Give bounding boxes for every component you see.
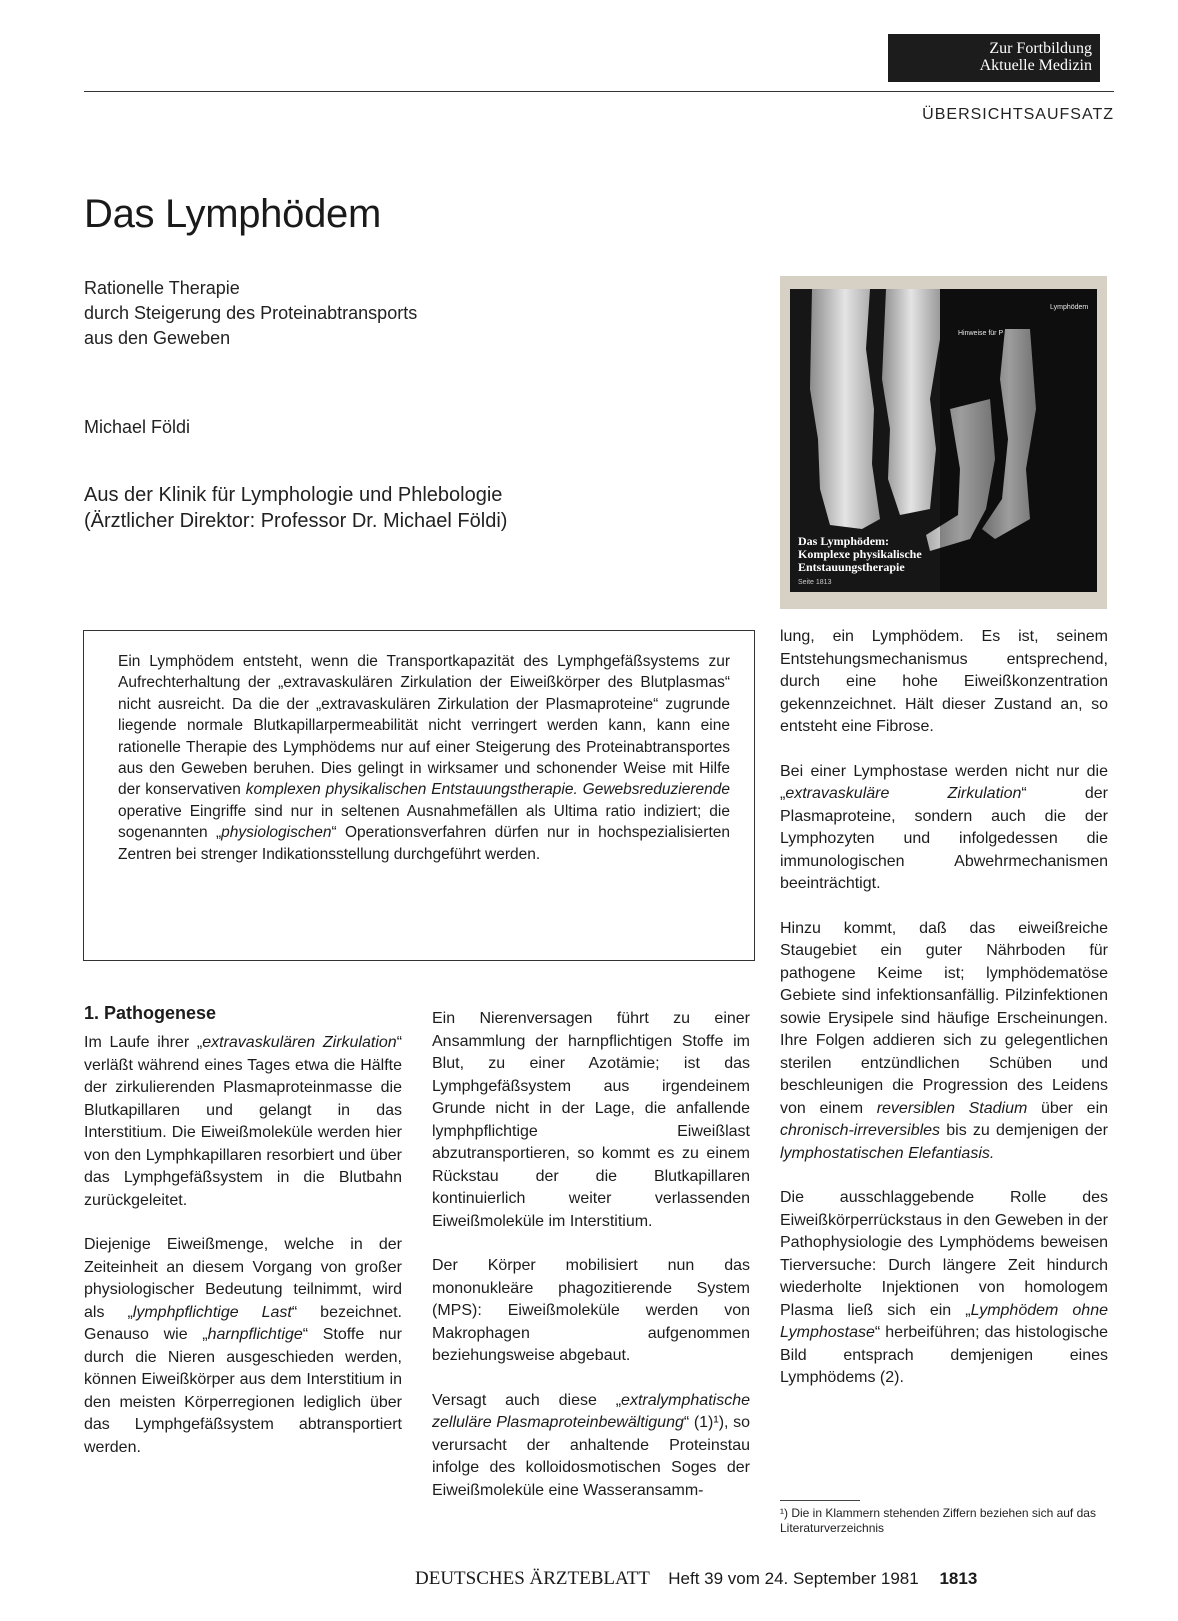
article-subtitle <box>84 276 417 351</box>
footnote: ¹) Die in Klammern stehenden Ziffern beziehen sich auf das Literaturverzeichnis <box>780 1506 1096 1535</box>
cover-caption <box>798 535 922 574</box>
col1-p2-text-b: “ bezeichnet. Genauso wie „ <box>84 1303 402 1343</box>
col3-paragraph-3 <box>780 918 1108 1166</box>
abstract-part-1: Ein Lymphödem entsteht, wenn die Transportkapazität des Lymphgefäßsystems zur Aufrechterhaltung der „extravaskulären Zirkulation der Eiweißkörper des Blutplasmas“ nicht ausreicht. Da die der „extravaskulären Zirkulation der Plasmaproteine“ zugrunde liegende normale Blutkapillarpermeabilität nicht verringert werden kann, kann eine rationelle Therapie des Lymphödems nur auf einer Steigerung des Proteinabtransportes aus den Geweben beruhen. Dies gelingt in wirksamer und schonender Weise mit Hilfe der konservativen <box>118 653 730 799</box>
col1-p2-emphasis-2: harnpflichtige <box>207 1326 303 1343</box>
col3-p3-emphasis-1: reversiblen Stadium <box>876 1099 1028 1117</box>
col3-p3-emphasis-2: chronisch-irreversibles <box>780 1122 941 1139</box>
footnote-divider <box>780 1500 860 1501</box>
rubric-line-2: Aktuelle Medizin <box>979 57 1092 74</box>
col3-p4-text-b: “ herbeiführen; das histologische Bild entsprach demjenigen eines Lymphödems (2). <box>780 1324 1108 1386</box>
cover-side-text-right: Lymphödem <box>1050 304 1089 311</box>
journal-name: DEUTSCHES ÄRZTEBLATT <box>415 1568 650 1589</box>
col3-p2-emphasis: extravaskuläre Zirkulation <box>785 785 1022 802</box>
author-name: Michael Földi <box>84 417 191 437</box>
cover-caption-line-2: Komplexe physikalische <box>798 547 922 561</box>
column-1 <box>84 1003 403 1481</box>
col1-p1-text-a: Im Laufe ihrer „ <box>84 1034 203 1051</box>
col3-p4-text-a: Die ausschlaggebende Rolle des Eiweißkörperrückstaus in den Geweben in der Pathophysiologie des Lymphödems beweisen Tierversuche: Durch längere Zeit hindurch wiederholte Injektionen von homologem Plasma ließ sich ein „ <box>780 1189 1108 1319</box>
section-label: ÜBERSICHTSAUFSATZ <box>922 106 1114 123</box>
cover-caption-page: Seite 1813 <box>798 579 832 586</box>
affiliation-line-1: Aus der Klinik für Lymphologie und Phlebologie <box>84 484 503 506</box>
col3-p3-text-b: über ein <box>1027 1099 1109 1117</box>
abstract-box <box>83 630 755 961</box>
col3-p2-text-a: Bei einer Lymphostase werden nicht nur die „ <box>780 762 1108 802</box>
col2-p3-emphasis: extralymphatische zelluläre Plasmaproteinbewältigung <box>432 1391 750 1431</box>
header-divider <box>84 91 1114 92</box>
col3-p3-text-c: bis zu demjenigen der <box>940 1122 1108 1139</box>
page-footer <box>415 1568 977 1590</box>
col1-p2-text-c: “ Stoffe nur durch die Nieren ausgeschieden werden, können Eiweißkörper aus dem Interstitium in den meisten Körperregionen lediglich über das Lymphgefäßsystem abtransportiert werden. <box>84 1326 402 1456</box>
rubric-line-1: Zur Fortbildung <box>989 40 1092 57</box>
col1-p1-text-b: “ verläßt während eines Tages etwa die Hälfte der zirkulierenden Plasmaproteinmasse die Blutkapillaren und gelangt in das Interstitium. Die Eiweißmoleküle werden hier von den Lymphkapillaren resorbiert und über das Lymphgefäßsystem in die Blutbahn zurückgeleitet. <box>84 1034 403 1209</box>
subtitle-line-3: aus den Geweben <box>84 328 231 348</box>
col3-paragraph-2 <box>780 761 1108 896</box>
rubric-badge <box>888 34 1100 82</box>
col2-paragraph-2: Der Körper mobilisiert nun das mononukleäre phagozitierende System (MPS): Eiweißmoleküle werden von Makrophagen aufgenommen beziehungsweise abgebaut. <box>432 1257 750 1364</box>
col2-paragraph-1: Ein Nierenversagen führt zu einer Ansammlung der harnpflichtigen Stoffe im Blut, zu einer Azotämie; ist das Lymphgefäßsystem aus irgendeinem Grunde nicht in der Lage, die anfallende lymphpflichtige Eiweißlast abzutransportieren, so kommt es zu einem Rückstau der die Blutkapillaren kontinuierlich weiter verlassenden Eiweißmoleküle im Interstitium. <box>432 1010 750 1230</box>
col3-paragraph-4 <box>780 1187 1108 1390</box>
cover-caption-line-1: Das Lymphödem: <box>798 534 890 548</box>
section-heading-pathogenese: 1. Pathogenese <box>84 1003 217 1023</box>
col3-p3-text-a: Hinzu kommt, daß das eiweißreiche Staugebiet ein guter Nährboden für pathogene Keime ist; lymphödematöse Gebiete sind infektionsanfällig. Pilzinfektionen sowie Erysipele sind häufige Erscheinungen. Ihre Folgen addieren sich zu gelegentlichen sterilen entzündlichen Schüben und beschleunigen die Progression des Leidens von einem <box>780 919 1108 1117</box>
col3-p4-emphasis: Lymphödem ohne Lymphostase <box>780 1301 1109 1341</box>
col1-paragraph-2 <box>84 1234 402 1459</box>
subtitle-line-2: durch Steigerung des Proteinabtransports <box>84 303 418 323</box>
col1-p2-emphasis-1: lymphpflichtige Last <box>132 1303 292 1321</box>
issue-info: Heft 39 vom 24. September 1981 <box>668 1569 919 1588</box>
col1-paragraph-1 <box>84 1032 402 1212</box>
subtitle-line-1: Rationelle Therapie <box>84 278 240 298</box>
abstract-text <box>118 651 730 865</box>
col3-p2-text-b: “ der Plasmaproteine, sondern auch die der Lymphozyten und infolgedessen die immunologischen Abwehrmechanismen beeinträchtigt. <box>780 785 1108 892</box>
cover-side-text-title: Hinweise für P <box>958 330 1004 337</box>
abstract-part-2: operative Eingriffe sind nur in seltenen Ausnahmefällen als Ultima ratio indiziert; die sogenannten „ <box>118 802 730 842</box>
col2-p3-text-b: “ (1)¹), so verursacht der anhaltende Proteinstau infolge des kolloidosmotischen Soges der Eiweißmoleküle eine Wasseransamm- <box>432 1414 750 1499</box>
col1-p1-emphasis: extravaskulären Zirkulation <box>202 1034 397 1051</box>
abstract-emphasis-2: physiologischen <box>221 824 332 842</box>
article-title: Das Lymphödem <box>84 192 381 236</box>
col1-p2-text-a: Diejenige Eiweißmenge, welche in der Zeiteinheit an diesem Vorgang von großer physiologischer Bedeutung teilnimmt, wird als „ <box>84 1236 402 1321</box>
abstract-part-3: “ Operationsverfahren dürfen nur in hochspezialisierten Zentren bei strenger Indikationsstellung durchgeführt werden. <box>118 824 730 863</box>
abstract-emphasis-1: komplexen physikalischen Entstauungstherapie. Gewebsreduzierende <box>245 781 730 799</box>
cover-image-frame <box>780 276 1107 609</box>
col2-p3-text-a: Versagt auch diese „ <box>432 1391 622 1409</box>
column-2 <box>432 1008 750 1524</box>
cover-image <box>790 289 1097 592</box>
col3-p3-emphasis-3: lymphostatischen Elefantiasis. <box>780 1144 995 1162</box>
col3-paragraph-1: lung, ein Lymphödem. Es ist, seinem Entstehungsmechanismus entsprechend, durch eine hohe Eiweißkonzentration gekennzeichnet. Hält dieser Zustand an, so entsteht eine Fibrose. <box>780 628 1108 735</box>
cover-caption-line-3: Entstauungstherapie <box>798 560 905 574</box>
page-number: 1813 <box>939 1569 978 1588</box>
col2-paragraph-3 <box>432 1390 750 1503</box>
affiliation <box>84 482 507 534</box>
column-3 <box>780 626 1108 1412</box>
affiliation-line-2: (Ärztlicher Direktor: Professor Dr. Michael Földi) <box>84 510 508 532</box>
